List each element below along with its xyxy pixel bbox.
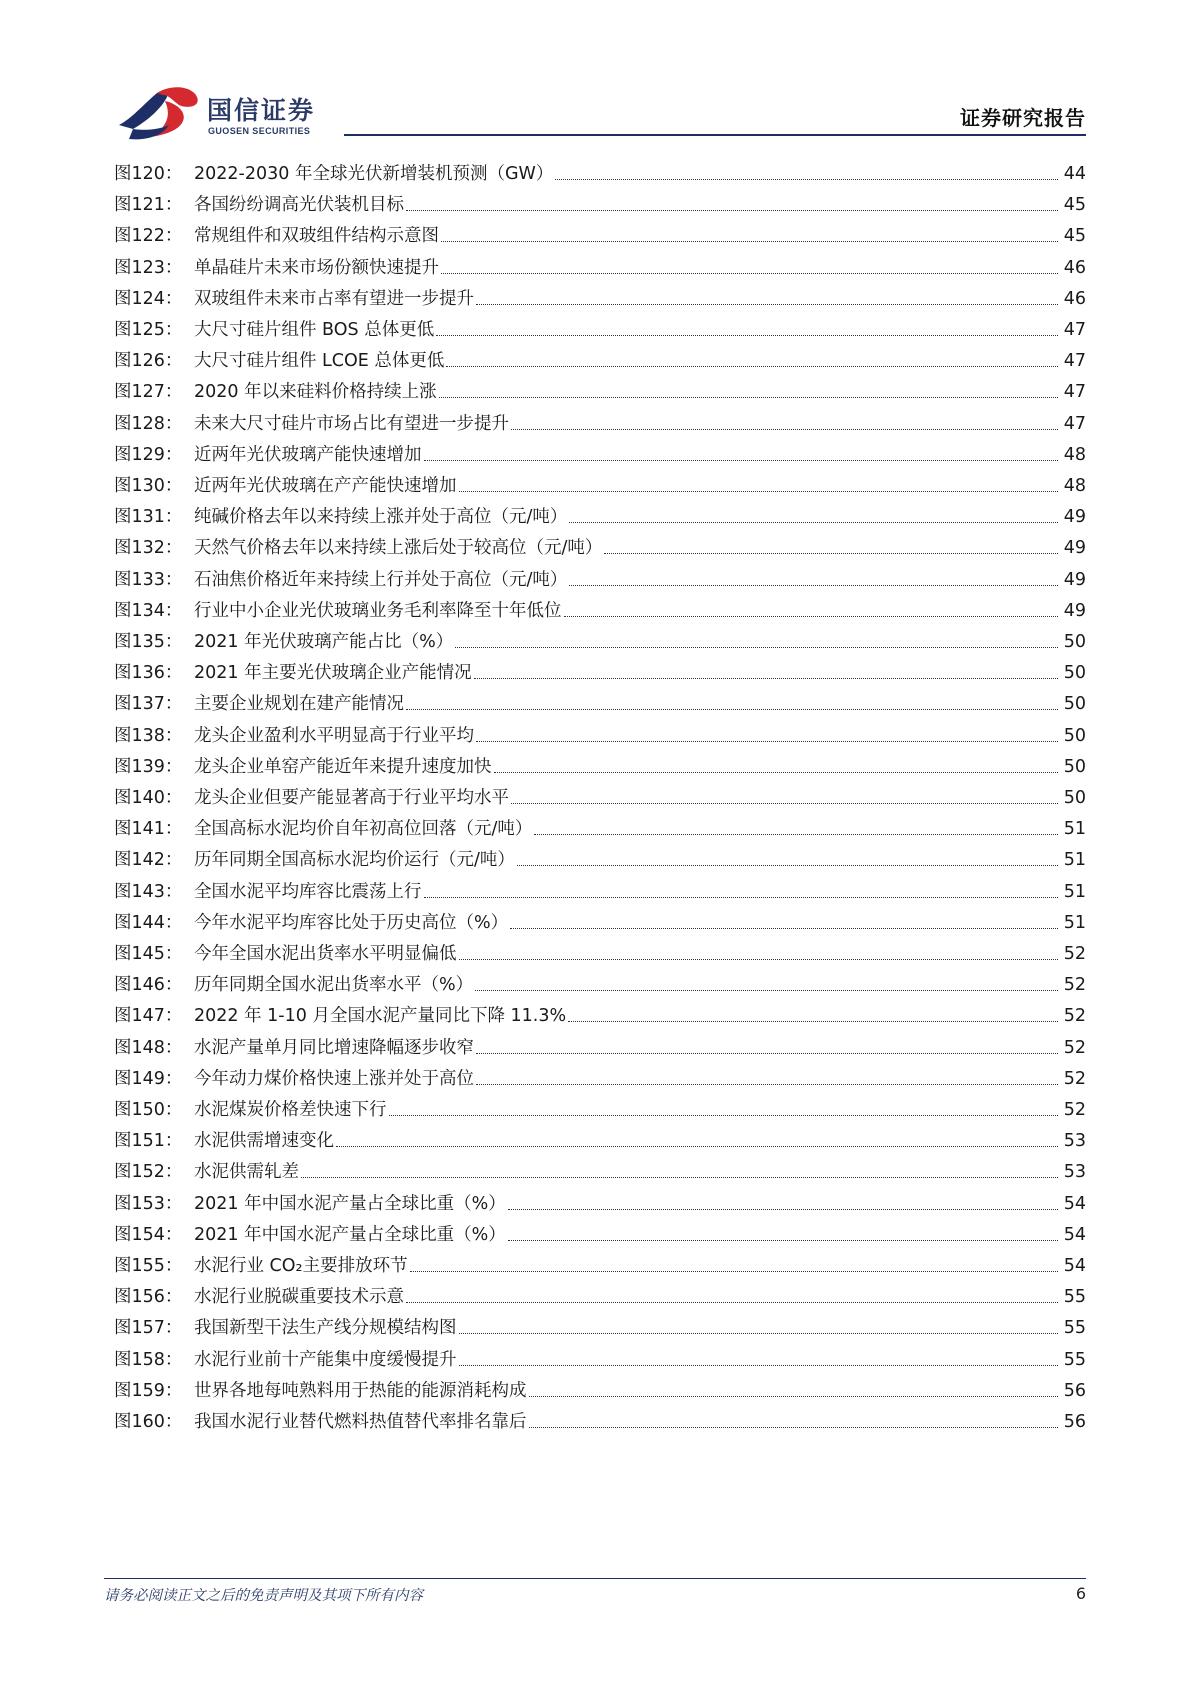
toc-entry-number: 图154： <box>114 1224 183 1245</box>
toc-entry-number: 图148： <box>114 1037 183 1058</box>
toc-entry-page: 52 <box>1063 1100 1086 1120</box>
toc-entry[interactable] <box>114 187 1086 217</box>
toc-dot-leader <box>569 522 1058 523</box>
toc-entry-page: 48 <box>1063 476 1086 496</box>
toc-entry-title: 水泥行业 CO₂主要排放环节 <box>194 1256 408 1276</box>
toc-entry-number: 图125： <box>114 320 183 340</box>
toc-entry-page: 52 <box>1063 975 1086 996</box>
toc-entry-page: 56 <box>1063 1412 1086 1432</box>
toc-entry[interactable] <box>114 312 1086 342</box>
toc-entry[interactable] <box>114 842 1086 872</box>
page-number: 6 <box>1075 1584 1086 1603</box>
toc-entry[interactable] <box>114 1217 1086 1247</box>
footer-disclaimer: 请务必阅读正文之后的免责声明及其项下所有内容 <box>104 1588 423 1604</box>
footer-divider <box>104 1578 1086 1579</box>
toc-entry-number: 图149： <box>114 1068 183 1089</box>
toc-entry-title: 水泥煤炭价格差快速下行 <box>194 1100 387 1120</box>
toc-entry-page: 47 <box>1063 382 1086 403</box>
toc-dot-leader <box>508 1240 1058 1241</box>
toc-entry-page: 51 <box>1063 819 1086 840</box>
toc-dot-leader <box>459 1333 1059 1334</box>
toc-entry[interactable] <box>114 562 1086 592</box>
toc-entry-number: 图141： <box>114 819 183 840</box>
toc-dot-leader <box>455 647 1058 648</box>
toc-entry-number: 图142： <box>114 850 183 871</box>
toc-entry-page: 55 <box>1063 1318 1086 1339</box>
page-header <box>0 0 1190 140</box>
toc-entry-number: 图123： <box>114 257 183 278</box>
toc-dot-leader <box>564 616 1059 617</box>
toc-entry-title: 纯碱价格去年以来持续上涨并处于高位（元/吨） <box>194 507 568 528</box>
header-divider <box>344 134 1086 136</box>
toc-entry[interactable] <box>114 905 1086 935</box>
toc-entry-title: 近两年光伏玻璃产能快速增加 <box>194 444 422 465</box>
toc-entry-number: 图158： <box>114 1349 183 1370</box>
toc-entry[interactable] <box>114 1030 1086 1060</box>
logo-english-name: GUOSEN SECURITIES <box>208 126 311 136</box>
toc-entry[interactable] <box>114 1248 1086 1278</box>
toc-dot-leader <box>439 397 1058 398</box>
toc-entry[interactable] <box>114 1154 1086 1184</box>
toc-dot-leader <box>389 1115 1059 1116</box>
toc-entry-title: 历年同期全国水泥出货率水平（%） <box>194 975 474 996</box>
toc-dot-leader <box>476 741 1058 742</box>
toc-entry-page: 47 <box>1063 320 1086 340</box>
toc-entry-number: 图157： <box>114 1318 183 1339</box>
toc-entry-title: 常规组件和双玻组件结构示意图 <box>194 226 439 247</box>
toc-entry-title: 2022 年 1-10 月全国水泥产量同比下降 11.3% <box>194 1006 567 1027</box>
toc-entry-page: 54 <box>1063 1256 1086 1276</box>
toc-entry-title: 各国纷纷调高光伏装机目标 <box>194 195 404 216</box>
toc-entry-title: 2021 年主要光伏玻璃企业产能情况 <box>194 663 472 684</box>
toc-entry-title: 今年水泥平均库容比处于历史高位（%） <box>194 912 509 933</box>
guosen-logo <box>117 85 327 143</box>
toc-entry-number: 图135： <box>114 632 183 652</box>
toc-entry-page: 50 <box>1063 632 1086 652</box>
toc-dot-leader <box>517 865 1058 866</box>
logo-chinese-name: 国信证券 <box>207 96 316 125</box>
toc-entry-title: 龙头企业盈利水平明显高于行业平均 <box>194 725 474 746</box>
toc-entry[interactable] <box>114 437 1086 467</box>
toc-entry-title: 大尺寸硅片组件 BOS 总体更低 <box>194 320 435 340</box>
toc-entry-page: 47 <box>1063 351 1086 372</box>
toc-entry-title: 龙头企业单窑产能近年来提升速度加快 <box>194 756 492 777</box>
toc-entry-number: 图146： <box>114 975 183 996</box>
toc-entry[interactable] <box>114 499 1086 529</box>
toc-entry-title: 水泥供需增速变化 <box>194 1131 334 1152</box>
toc-entry-title: 天然气价格去年以来持续上涨后处于较高位（元/吨） <box>194 538 603 559</box>
toc-entry[interactable] <box>114 406 1086 436</box>
toc-entry[interactable] <box>114 686 1086 716</box>
toc-entry-title: 水泥产量单月同比增速降幅逐步收窄 <box>194 1037 474 1058</box>
toc-entry-title: 双玻组件未来市占率有望进一步提升 <box>194 288 474 309</box>
toc-dot-leader <box>424 897 1059 898</box>
toc-entry-title: 2021 年中国水泥产量占全球比重（%） <box>194 1193 506 1214</box>
toc-dot-leader <box>476 1053 1058 1054</box>
toc-dot-leader <box>475 990 1058 991</box>
toc-dot-leader <box>406 709 1058 710</box>
toc-entry-number: 图122： <box>114 226 183 247</box>
toc-entry[interactable] <box>114 530 1086 560</box>
toc-entry-number: 图150： <box>114 1100 183 1120</box>
toc-entry-number: 图144： <box>114 912 183 933</box>
toc-entry[interactable] <box>114 218 1086 248</box>
toc-dot-leader <box>510 928 1058 929</box>
toc-dot-leader <box>508 1209 1058 1210</box>
toc-entry-page: 51 <box>1063 912 1086 933</box>
toc-entry-page: 52 <box>1063 944 1086 964</box>
toc-entry[interactable] <box>114 374 1086 404</box>
toc-dot-leader <box>459 959 1059 960</box>
toc-entry[interactable] <box>114 250 1086 280</box>
toc-entry-title: 今年动力煤价格快速上涨并处于高位 <box>194 1068 474 1089</box>
toc-entry-title: 水泥供需轧差 <box>194 1162 299 1183</box>
toc-entry[interactable] <box>114 281 1086 311</box>
toc-entry-page: 44 <box>1063 164 1086 184</box>
toc-entry-number: 图155： <box>114 1256 183 1276</box>
toc-entry-page: 50 <box>1063 725 1086 746</box>
toc-entry-title: 未来大尺寸硅片市场占比有望进一步提升 <box>194 413 509 434</box>
toc-dot-leader <box>568 1021 1058 1022</box>
toc-dot-leader <box>529 1427 1059 1428</box>
toc-entry-page: 49 <box>1063 538 1086 559</box>
toc-entry-page: 45 <box>1063 226 1086 247</box>
toc-entry-page: 49 <box>1063 600 1086 621</box>
toc-entry-page: 53 <box>1063 1131 1086 1152</box>
toc-entry-number: 图129： <box>114 444 183 465</box>
toc-dot-leader <box>441 273 1058 274</box>
toc-entry-page: 45 <box>1063 195 1086 216</box>
toc-entry-page: 51 <box>1063 850 1086 871</box>
toc-entry-number: 图130： <box>114 476 183 496</box>
toc-entry-title: 历年同期全国高标水泥均价运行（元/吨） <box>194 850 515 871</box>
toc-entry-number: 图140： <box>114 788 183 808</box>
toc-entry[interactable] <box>114 156 1086 186</box>
toc-dot-leader <box>406 1302 1058 1303</box>
toc-dot-leader <box>494 772 1059 773</box>
toc-entry[interactable] <box>114 780 1086 810</box>
toc-entry-number: 图132： <box>114 538 183 559</box>
toc-entry-title: 龙头企业但要产能显著高于行业平均水平 <box>194 788 509 808</box>
toc-entry-page: 49 <box>1063 569 1086 590</box>
toc-entry-page: 55 <box>1063 1287 1086 1308</box>
toc-entry-title: 世界各地每吨熟料用于热能的能源消耗构成 <box>194 1380 527 1401</box>
toc-entry-number: 图159： <box>114 1380 183 1401</box>
toc-entry[interactable] <box>114 874 1086 904</box>
toc-entry-number: 图120： <box>114 164 183 184</box>
toc-entry-number: 图124： <box>114 288 183 309</box>
toc-dot-leader <box>459 1365 1059 1366</box>
toc-entry-number: 图126： <box>114 351 183 372</box>
toc-entry-number: 图131： <box>114 507 183 528</box>
toc-entry-page: 53 <box>1063 1162 1086 1183</box>
toc-dot-leader <box>424 460 1059 461</box>
toc-entry-page: 47 <box>1063 413 1086 434</box>
toc-entry-page: 50 <box>1063 663 1086 684</box>
toc-entry[interactable] <box>114 593 1086 623</box>
toc-entry-title: 水泥行业脱碳重要技术示意 <box>194 1287 404 1308</box>
toc-entry-title: 2021 年光伏玻璃产能占比（%） <box>194 632 454 652</box>
toc-dot-leader <box>336 1146 1058 1147</box>
toc-dot-leader <box>511 803 1058 804</box>
toc-entry-title: 行业中小企业光伏玻璃业务毛利率降至十年低位 <box>194 600 562 621</box>
toc-entry-page: 52 <box>1063 1037 1086 1058</box>
toc-entry-title: 全国高标水泥均价自年初高位回落（元/吨） <box>194 819 533 840</box>
toc-entry[interactable] <box>114 1092 1086 1122</box>
toc-entry-page: 50 <box>1063 788 1086 808</box>
toc-entry-number: 图143： <box>114 881 183 902</box>
toc-dot-leader <box>410 1271 1058 1272</box>
toc-entry-number: 图151： <box>114 1131 183 1152</box>
toc-entry-page: 46 <box>1063 288 1086 309</box>
toc-entry-number: 图153： <box>114 1193 183 1214</box>
toc-dot-leader <box>406 210 1058 211</box>
toc-entry[interactable] <box>114 1404 1086 1434</box>
toc-entry-number: 图127： <box>114 382 183 403</box>
toc-entry-number: 图156： <box>114 1287 183 1308</box>
toc-entry-page: 54 <box>1063 1224 1086 1245</box>
toc-entry-title: 今年全国水泥出货率水平明显偏低 <box>194 944 457 964</box>
toc-dot-leader <box>441 241 1058 242</box>
toc-entry[interactable] <box>114 718 1086 748</box>
toc-entry[interactable] <box>114 624 1086 654</box>
toc-dot-leader <box>476 304 1058 305</box>
toc-entry-title: 大尺寸硅片组件 LCOE 总体更低 <box>194 351 445 372</box>
guosen-logo-mark-icon <box>117 85 207 143</box>
toc-entry-title: 石油焦价格近年来持续上行并处于高位（元/吨） <box>194 569 568 590</box>
toc-entry-number: 图136： <box>114 663 183 684</box>
toc-entry[interactable] <box>114 343 1086 373</box>
toc-entry-title: 2021 年中国水泥产量占全球比重（%） <box>194 1224 506 1245</box>
toc-entry-page: 49 <box>1063 507 1086 528</box>
toc-entry[interactable] <box>114 1342 1086 1372</box>
toc-entry[interactable] <box>114 1061 1086 1091</box>
toc-entry[interactable] <box>114 655 1086 685</box>
toc-entry[interactable] <box>114 1123 1086 1153</box>
toc-entry-number: 图139： <box>114 756 183 777</box>
toc-entry[interactable] <box>114 468 1086 498</box>
toc-entry-page: 51 <box>1063 881 1086 902</box>
toc-entry-number: 图145： <box>114 944 183 964</box>
toc-entry-page: 50 <box>1063 756 1086 777</box>
toc-entry[interactable] <box>114 998 1086 1028</box>
toc-entry-page: 48 <box>1063 444 1086 465</box>
toc-entry-title: 2020 年以来硅料价格持续上涨 <box>194 382 437 403</box>
toc-entry-number: 图152： <box>114 1162 183 1183</box>
toc-entry-number: 图138： <box>114 725 183 746</box>
toc-entry-number: 图134： <box>114 600 183 621</box>
toc-dot-leader <box>534 834 1058 835</box>
toc-entry-title: 我国水泥行业替代燃料热值替代率排名靠后 <box>194 1412 527 1432</box>
toc-entry[interactable] <box>114 1186 1086 1216</box>
toc-entry-number: 图121： <box>114 195 183 216</box>
toc-entry-page: 50 <box>1063 694 1086 715</box>
toc-dot-leader <box>459 491 1059 492</box>
toc-dot-leader <box>604 553 1058 554</box>
toc-entry[interactable] <box>114 1310 1086 1340</box>
toc-dot-leader <box>446 366 1058 367</box>
toc-entry[interactable] <box>114 1279 1086 1309</box>
toc-entry-title: 我国新型干法生产线分规模结构图 <box>194 1318 457 1339</box>
toc-dot-leader <box>555 179 1058 180</box>
toc-entry-page: 52 <box>1063 1068 1086 1089</box>
toc-entry-page: 52 <box>1063 1006 1086 1027</box>
toc-entry-page: 54 <box>1063 1193 1086 1214</box>
toc-entry[interactable] <box>114 936 1086 966</box>
toc-entry[interactable] <box>114 811 1086 841</box>
toc-entry[interactable] <box>114 1373 1086 1403</box>
toc-dot-leader <box>511 429 1058 430</box>
toc-dot-leader <box>474 678 1058 679</box>
toc-entry-number: 图133： <box>114 569 183 590</box>
toc-entry-number: 图128： <box>114 413 183 434</box>
toc-entry-title: 水泥行业前十产能集中度缓慢提升 <box>194 1349 457 1370</box>
toc-entry-page: 56 <box>1063 1380 1086 1401</box>
report-type-title: 证券研究报告 <box>960 106 1086 130</box>
toc-dot-leader <box>569 585 1058 586</box>
toc-entry-title: 单晶硅片未来市场份额快速提升 <box>194 257 439 278</box>
toc-entry-title: 近两年光伏玻璃在产产能快速增加 <box>194 476 457 496</box>
toc-entry-title: 主要企业规划在建产能情况 <box>194 694 404 715</box>
toc-dot-leader <box>436 335 1058 336</box>
toc-entry-title: 2022-2030 年全球光伏新增装机预测（GW） <box>194 164 554 184</box>
toc-dot-leader <box>301 1177 1058 1178</box>
toc-entry-page: 46 <box>1063 257 1086 278</box>
toc-dot-leader <box>529 1396 1059 1397</box>
toc-entry[interactable] <box>114 749 1086 779</box>
toc-entry-number: 图160： <box>114 1412 183 1432</box>
toc-dot-leader <box>476 1084 1058 1085</box>
toc-entry-number: 图147： <box>114 1006 183 1027</box>
toc-entry-number: 图137： <box>114 694 183 715</box>
toc-entry-title: 全国水泥平均库容比震荡上行 <box>194 881 422 902</box>
toc-entry-page: 55 <box>1063 1349 1086 1370</box>
toc-entry[interactable] <box>114 967 1086 997</box>
